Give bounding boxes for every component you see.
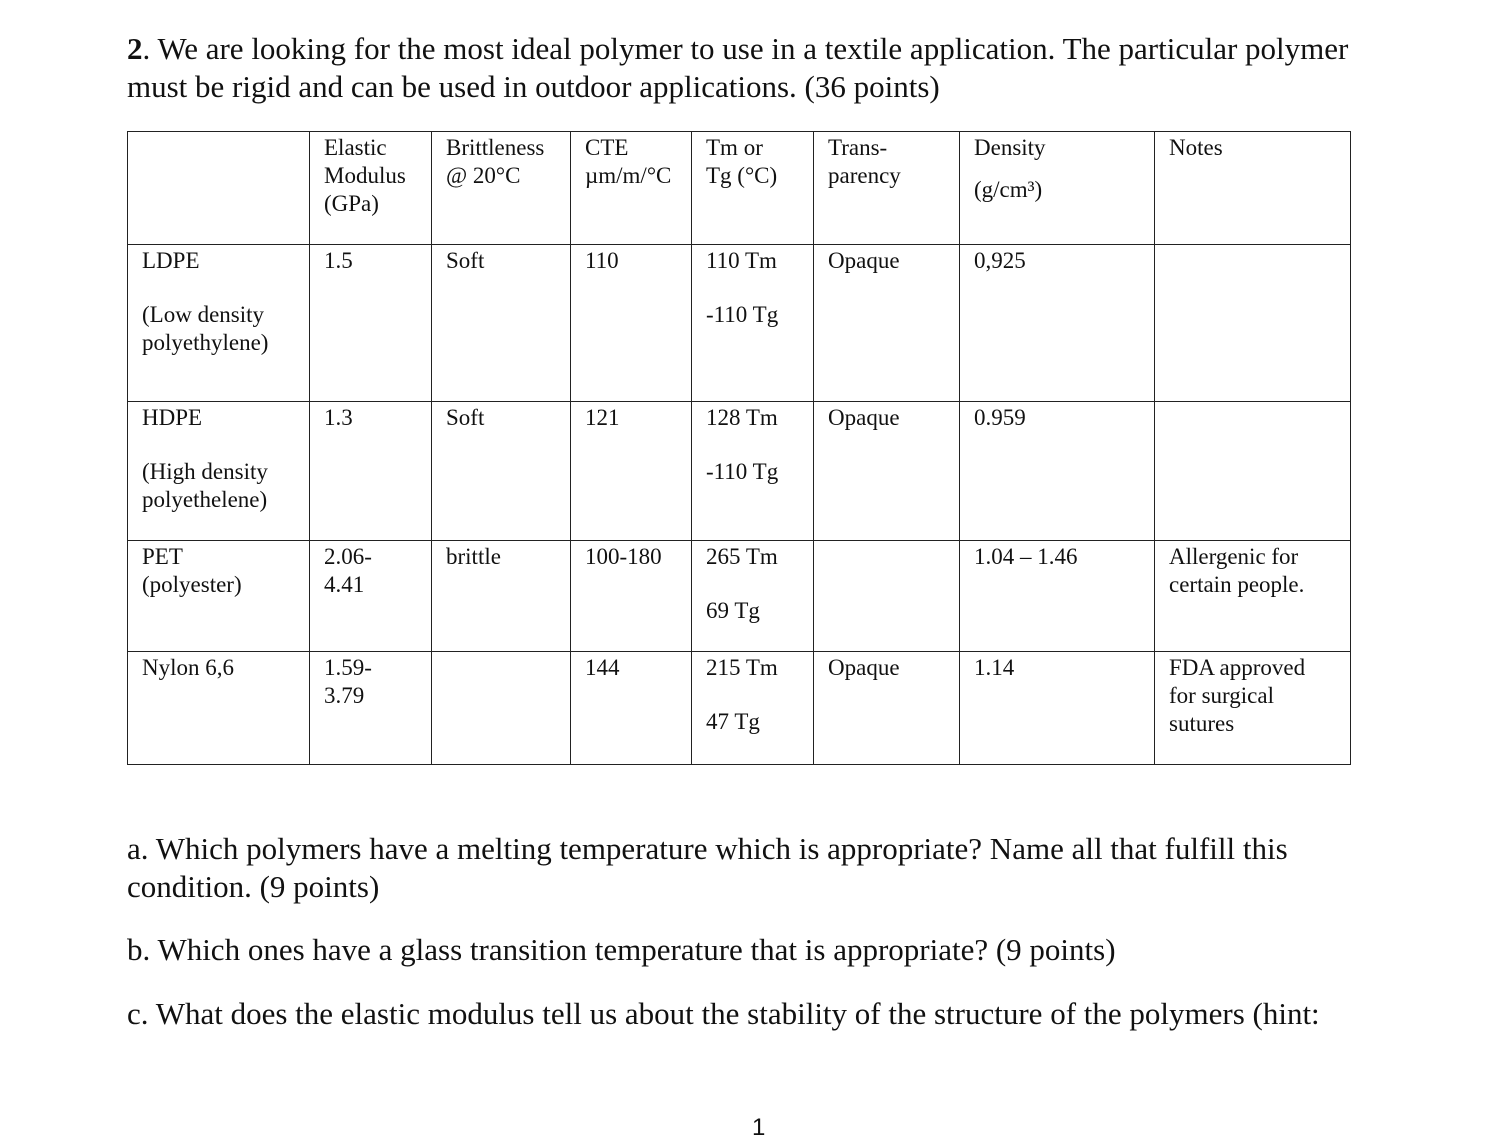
header-row bbox=[128, 132, 1351, 245]
polymer-name-cell bbox=[128, 402, 310, 541]
cte-cell: 121 bbox=[571, 402, 692, 541]
tm-value: 265 Tm bbox=[706, 544, 778, 569]
notes-cell bbox=[1155, 245, 1351, 402]
header-density bbox=[960, 132, 1155, 245]
table-row bbox=[128, 541, 1351, 652]
polymer-full-name: (High density bbox=[142, 459, 268, 484]
header-cte-line: µm/m/°C bbox=[585, 163, 672, 188]
header-tm-tg bbox=[692, 132, 814, 245]
notes-cell bbox=[1155, 652, 1351, 765]
tg-value: 47 Tg bbox=[706, 709, 760, 734]
note-line: for surgical bbox=[1169, 683, 1274, 708]
modulus-cell bbox=[310, 652, 432, 765]
table-row bbox=[128, 245, 1351, 402]
modulus-value: 3.79 bbox=[324, 683, 365, 708]
brittleness-cell: Soft bbox=[432, 402, 571, 541]
tm-tg-cell bbox=[692, 652, 814, 765]
header-transparency bbox=[814, 132, 960, 245]
polymer-name: LDPE bbox=[142, 248, 200, 273]
header-tm-tg-line: Tm or bbox=[706, 135, 763, 160]
tm-value: 110 Tm bbox=[706, 248, 777, 273]
polymer-name-cell bbox=[128, 652, 310, 765]
table-row bbox=[128, 402, 1351, 541]
transparency-cell: Opaque bbox=[814, 402, 960, 541]
header-brittleness-line: @ 20°C bbox=[446, 163, 521, 188]
note-line: FDA approved bbox=[1169, 655, 1306, 680]
polymer-name: Nylon 6,6 bbox=[142, 655, 234, 680]
header-brittleness bbox=[432, 132, 571, 245]
header-notes: Notes bbox=[1155, 132, 1351, 245]
transparency-cell: Opaque bbox=[814, 652, 960, 765]
header-transparency-line: Trans- bbox=[828, 135, 888, 160]
question-a: a. Which polymers have a melting temperature which is appropriate? Name all that fulfill this condition. (9 points) bbox=[127, 831, 1288, 904]
cte-cell: 144 bbox=[571, 652, 692, 765]
density-cell: 1.04 – 1.46 bbox=[960, 541, 1155, 652]
modulus-value: 1.3 bbox=[324, 405, 353, 430]
cte-cell: 110 bbox=[571, 245, 692, 402]
header-transparency-line: parency bbox=[828, 163, 901, 188]
question-text: . We are looking for the most ideal polymer to use in a textile application. The particular polymer must be rigid and can be used in outdoor applications. (36 points) bbox=[127, 31, 1349, 104]
polymer-full-name: (Low density bbox=[142, 302, 265, 327]
polymer-name-cell bbox=[128, 541, 310, 652]
header-density-line: Density bbox=[974, 135, 1046, 160]
header-modulus bbox=[310, 132, 432, 245]
modulus-value: 4.41 bbox=[324, 572, 365, 597]
notes-cell bbox=[1155, 541, 1351, 652]
header-brittleness-line: Brittleness bbox=[446, 135, 545, 160]
question-number: 2 bbox=[127, 31, 143, 66]
density-cell: 0.959 bbox=[960, 402, 1155, 541]
header-cte-line: CTE bbox=[585, 135, 629, 160]
question-b: b. Which ones have a glass transition temperature that is appropriate? (9 points) bbox=[127, 932, 1116, 967]
tm-value: 215 Tm bbox=[706, 655, 778, 680]
header-empty-cell bbox=[128, 132, 310, 245]
question-intro bbox=[127, 30, 1377, 106]
polymer-full-name: polyethelene) bbox=[142, 487, 268, 512]
modulus-cell bbox=[310, 402, 432, 541]
density-cell: 1.14 bbox=[960, 652, 1155, 765]
modulus-cell bbox=[310, 245, 432, 402]
transparency-cell: Opaque bbox=[814, 245, 960, 402]
tg-value: -110 Tg bbox=[706, 459, 779, 484]
note-line: sutures bbox=[1169, 711, 1235, 736]
tm-value: 128 Tm bbox=[706, 405, 778, 430]
tm-tg-cell bbox=[692, 245, 814, 402]
header-modulus-line: (GPa) bbox=[324, 191, 379, 216]
polymer-full-name: (polyester) bbox=[142, 572, 242, 597]
header-modulus-line: Modulus bbox=[324, 163, 406, 188]
transparency-cell bbox=[814, 541, 960, 652]
header-density-line: (g/cm³) bbox=[974, 177, 1043, 202]
notes-cell bbox=[1155, 402, 1351, 541]
polymer-properties-table bbox=[127, 131, 1351, 765]
brittleness-cell: brittle bbox=[432, 541, 571, 652]
modulus-value: 2.06- bbox=[324, 544, 372, 569]
polymer-full-name: polyethylene) bbox=[142, 330, 269, 355]
page-number: 1 bbox=[752, 1114, 766, 1141]
modulus-value: 1.59- bbox=[324, 655, 372, 680]
header-modulus-line: Elastic bbox=[324, 135, 387, 160]
note-line: certain people. bbox=[1169, 572, 1305, 597]
tm-tg-cell bbox=[692, 402, 814, 541]
polymer-name-cell bbox=[128, 245, 310, 402]
note-line: Allergenic for bbox=[1169, 544, 1299, 569]
sub-questions bbox=[127, 830, 1387, 1033]
polymer-name: HDPE bbox=[142, 405, 203, 430]
polymer-name: PET bbox=[142, 544, 183, 569]
cte-cell: 100-180 bbox=[571, 541, 692, 652]
header-cte bbox=[571, 132, 692, 245]
brittleness-cell bbox=[432, 652, 571, 765]
table-row bbox=[128, 652, 1351, 765]
modulus-cell bbox=[310, 541, 432, 652]
brittleness-cell: Soft bbox=[432, 245, 571, 402]
modulus-value: 1.5 bbox=[324, 248, 353, 273]
tm-tg-cell bbox=[692, 541, 814, 652]
header-tm-tg-line: Tg (°C) bbox=[706, 163, 778, 188]
question-c: c. What does the elastic modulus tell us about the stability of the structure of the polymers (hint: bbox=[127, 996, 1320, 1031]
tg-value: -110 Tg bbox=[706, 302, 779, 327]
tg-value: 69 Tg bbox=[706, 598, 760, 623]
density-cell: 0,925 bbox=[960, 245, 1155, 402]
